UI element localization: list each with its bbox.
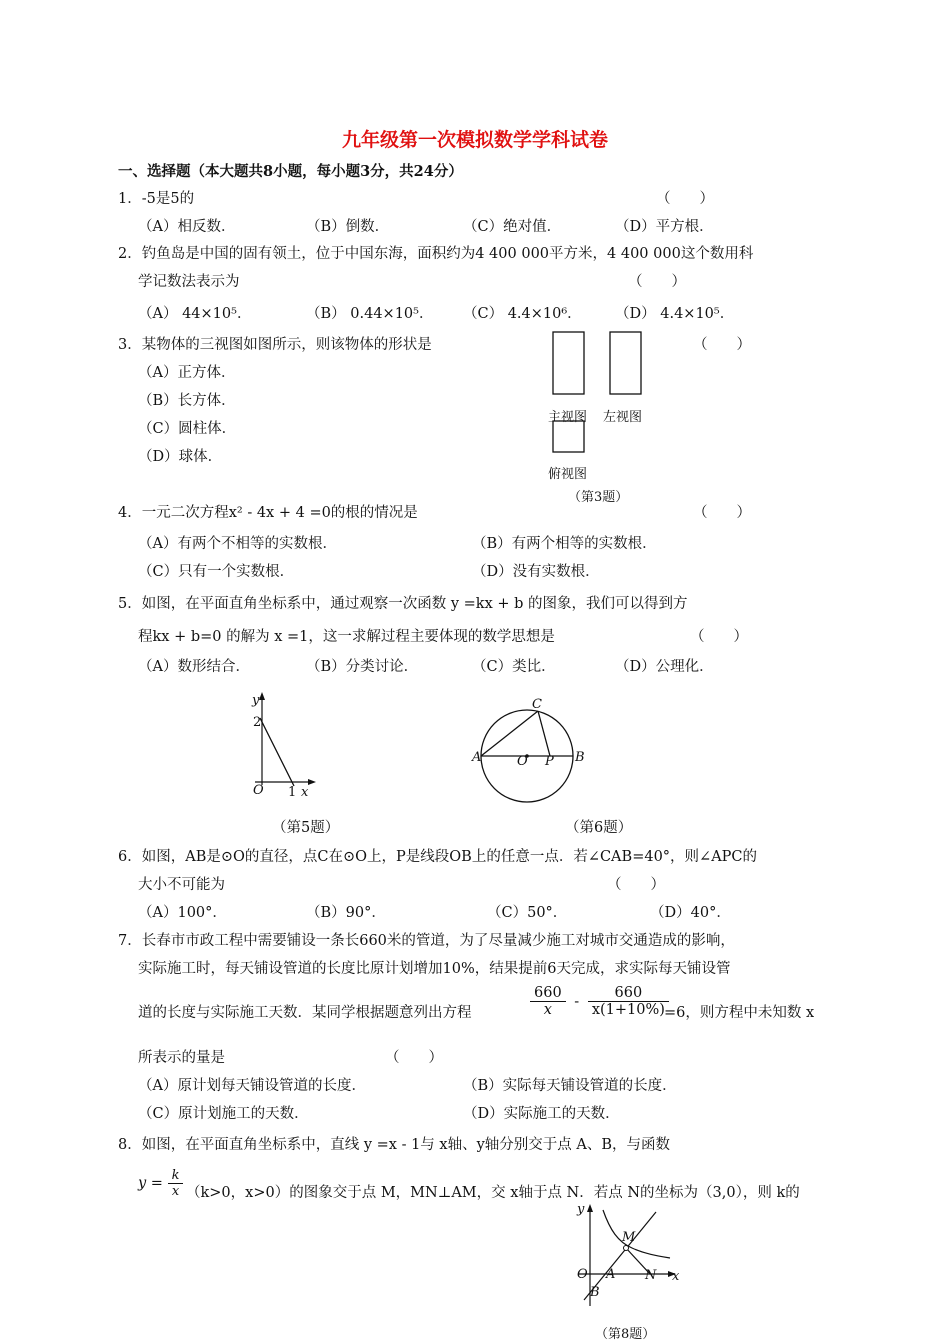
q7-stem-line4: 所表示的量是 [138,1050,225,1066]
q7-stem-line1: 7．长春市市政工程中需要铺设一条长660米的管道，为了尽量减少施工对城市交通造成的影响， [118,933,735,949]
q8-label-n: N [645,1268,657,1283]
q4-option-b: （B）有两个相等的实数根． [472,536,657,552]
q2-option-c: （C） 4.4×10⁶． [463,306,582,322]
q8-function [138,1168,183,1199]
q2-option-d: （D） 4.4×10⁵． [615,306,735,322]
q3-option-d: （D）球体． [138,449,223,465]
three-view-figure [548,330,648,460]
q6-stem-line1: 6．如图，AB是⊙O的直径，点C在⊙O上，P是线段OB上的任意一点．若∠CAB=40°，则∠APC的 [118,849,758,865]
q2-bracket: （ ） [628,274,686,290]
q7-num-2: 660 [588,985,669,1002]
q8-point-m [624,1246,629,1251]
q7-bracket: （ ） [385,1050,443,1066]
q6-bracket: （ ） [607,877,665,893]
q2-stem-line1: 2．钓鱼岛是中国的固有领土，位于中国东海，面积约为4 400 000平方米，4 400 000这个数用科 [118,246,754,262]
q1-option-c: （C）绝对值． [463,219,562,235]
q6-option-a: （A）100°． [138,905,227,921]
q8-stem-line1: 8．如图，在平面直角坐标系中，直线 y =x - 1与 x轴、y轴分别交于点 A、B，与函数 [118,1137,671,1153]
q1-stem: 1．-5是5的 [118,191,195,207]
q5-stem-line2: 程kx + b=0 的解为 x =1，这一求解过程主要体现的数学思想是 [138,629,555,645]
q1-option-d: （D）平方根． [615,219,714,235]
q8-graph [570,1200,685,1310]
q7-stem-line2: 实际施工时，每天铺设管道的长度比原计划增加10%，结果提前6天完成，求实际每天铺设管 [138,961,731,977]
q5-tick-1: 1 [288,785,297,800]
q7-fraction-2 [588,985,669,1018]
q6-option-d: （D）40°． [650,905,731,921]
q5-bracket: （ ） [690,629,748,645]
q5-option-a: （A）数形结合． [138,659,250,675]
q8-y-arrow [587,1204,593,1212]
q5-y-label: y [252,693,260,708]
q5-line [260,718,294,786]
q7-option-c: （C）原计划施工的天数． [138,1106,309,1122]
q8-hyperbola [603,1210,670,1258]
q7-fraction-1 [530,985,566,1018]
q7-minus: - [574,993,580,1010]
q8-function-num: k [168,1168,184,1184]
section-heading: 一、选择题（本大题共8小题，每小题3分，共24分） [118,163,463,180]
q5-caption: （第5题） [272,820,340,836]
q3-bracket: （ ） [693,337,751,353]
q6-caption: （第6题） [565,820,633,836]
q7-equation [530,985,669,1018]
q8-y-label: y [577,1202,585,1217]
q8-caption: （第8题） [595,1327,656,1342]
q1-option-a: （A）相反数． [138,219,236,235]
q8-function-y: y = [138,1175,163,1192]
q1-option-b: （B）倒数． [306,219,390,235]
q6-label-o: O [517,754,528,769]
q8-function-den: x [171,1184,180,1199]
q2-option-b: （B） 0.44×10⁵． [306,306,434,322]
q7-stem-line3a: 道的长度与实际施工天数．某同学根据题意列出方程 [138,1005,472,1021]
q7-den-1: x [543,1002,552,1018]
q5-origin-label: O [253,783,264,798]
q4-bracket: （ ） [693,505,751,521]
q6-segment-cp [538,711,550,756]
q8-label-o: O [577,1267,588,1282]
q5-tick-2: 2 [253,715,262,730]
q8-label-b: B [590,1285,600,1300]
q3-option-b: （B）长方体． [138,393,236,409]
q3-caption: （第3题） [568,490,629,505]
q3-option-c: （C）圆柱体． [138,421,237,437]
q5-y-arrow [259,692,265,700]
q7-option-a: （A）原计划每天铺设管道的长度． [138,1078,366,1094]
q8-stem-line2: （k>0，x>0）的图象交于点 M，MN⊥AM，交 x轴于点 N．若点 N的坐标为（3,0），则 k的 [186,1185,800,1201]
q4-option-d: （D）没有实数根． [472,564,600,580]
q7-num-1: 660 [530,985,566,1002]
q3-option-a: （A）正方体． [138,365,236,381]
q7-den-2: x(1+10%) [591,1002,665,1018]
q7-option-b: （B）实际每天铺设管道的长度． [463,1078,677,1094]
q8-label-a: A [606,1267,616,1282]
q6-stem-line2: 大小不可能为 [138,877,225,893]
q5-stem-line1: 5．如图，在平面直角坐标系中，通过观察一次函数 y =kx + b 的图象，我们可以得到方 [118,596,688,612]
q5-x-arrow [308,779,316,785]
q6-option-b: （B）90°． [306,905,386,921]
q6-label-p: P [545,754,554,769]
q5-option-b: （B）分类讨论． [306,659,419,675]
q4-option-c: （C）只有一个实数根． [138,564,295,580]
page-title: 九年级第一次模拟数学学科试卷 [341,129,608,151]
q6-label-b: B [575,750,585,765]
left-view-rect [610,332,641,394]
q6-option-c: （C）50°． [487,905,568,921]
q3-stem: 3．某物体的三视图如图所示，则该物体的形状是 [118,337,432,353]
top-view-square [553,421,584,452]
q1-bracket: （ ） [656,191,714,207]
left-view-label: 左视图 [603,410,643,425]
q8-x-label: x [672,1269,680,1284]
q8-label-m: M [622,1230,636,1245]
top-view-label: 俯视图 [548,467,588,482]
q5-option-c: （C）类比． [472,659,556,675]
q2-stem-line2: 学记数法表示为 [138,274,240,290]
q5-option-d: （D）公理化． [615,659,714,675]
front-view-label: 主视图 [548,410,588,425]
q7-option-d: （D）实际施工的天数． [463,1106,620,1122]
q4-option-a: （A）有两个不相等的实数根． [138,536,337,552]
q6-circle-figure [470,695,590,805]
q8-function-fraction [168,1168,184,1199]
q5-x-label: x [301,785,309,800]
q4-stem: 4．一元二次方程x² - 4x + 4 =0的根的情况是 [118,505,418,521]
q2-option-a: （A） 44×10⁵． [138,306,252,322]
q6-label-a: A [472,750,482,765]
q6-chord-ac [481,711,538,756]
q6-label-c: C [532,697,542,712]
q7-stem-line3b: =6，则方程中未知数 x [664,1005,815,1021]
front-view-rect [553,332,584,394]
